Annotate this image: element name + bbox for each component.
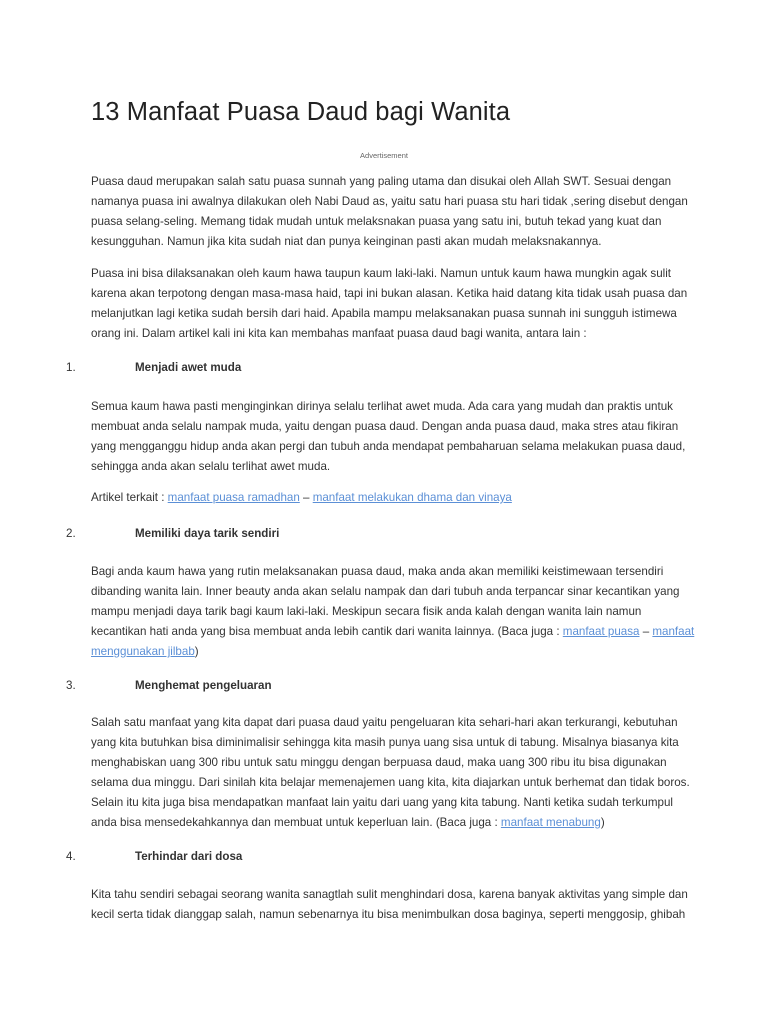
link-manfaat-puasa-ramadhan[interactable]: manfaat puasa ramadhan [167, 491, 300, 504]
list-number: 3. [66, 679, 76, 692]
link-separator: – [639, 625, 653, 638]
closing-paren: ) [600, 816, 605, 829]
text-line-with-links [91, 813, 690, 833]
list-item-heading-2 [0, 524, 768, 544]
link-manfaat-jilbab[interactable]: manfaat [652, 625, 695, 638]
text-line: yang mengganggu hidup anda akan pergi dan tubuh anda mendapat pembaharuan selama melakukan puasa daud, [91, 440, 686, 453]
list-item-heading-1 [0, 358, 768, 378]
text-line: Salah satu manfaat yang kita dapat dari puasa daud yaitu pengeluaran kita sehari-hari akan terkurangi, kebutuhan [91, 716, 678, 729]
text-line-with-links [91, 622, 694, 642]
list-number: 2. [66, 527, 76, 540]
text-line: orang ini. Dalam artikel kali ini kita kan membahas manfaat puasa daud bagi wanita, antara lain : [91, 327, 587, 340]
list-number: 4. [66, 850, 76, 863]
text-fragment: kecantikan hati anda yang bisa membuat anda lebih cantik dari wanita lainnya. (Baca juga : [91, 625, 563, 638]
list-item-title: Memiliki daya tarik sendiri [135, 527, 280, 540]
text-line: Kita tahu sendiri sebagai seorang wanita sanagtlah sulit menghindari dosa, karena banyak aktivitas yang simple dan [91, 888, 688, 901]
intro-paragraph-2 [91, 264, 687, 344]
link-separator: – [299, 491, 313, 504]
link-manfaat-dhama-vinaya[interactable]: manfaat melakukan dhama dan vinaya [312, 491, 512, 504]
item-4-body [91, 885, 688, 925]
list-item-title: Menjadi awet muda [135, 361, 242, 374]
text-line-with-links [91, 642, 694, 662]
advertisement-label: Advertisement [360, 151, 408, 160]
text-line: Bagi anda kaum hawa yang rutin melaksanakan puasa daud, maka anda akan memiliki keistimewaan tersendiri [91, 565, 664, 578]
item-1-body [91, 397, 685, 477]
article-title: 13 Manfaat Puasa Daud bagi Wanita [91, 98, 511, 126]
text-line: selama dua minggu. Dari sinilah kita belajar memenajemen uang kita, kita diajarkan untuk berhemat dan tidak boros. [91, 776, 690, 789]
text-line: puasa selang-seling. Memang tidak mudah untuk melaksnakan puasa yang satu ini, butuh tekad yang kuat dan [91, 215, 662, 228]
text-line: kecil serta tidak dianggap salah, namun sebenarnya itu bisa menimbulkan dosa baginya, seperti menggosip, ghibah [91, 908, 686, 921]
list-item-heading-3 [0, 676, 768, 696]
text-line: yang kita butuhkan bisa diminimalisir sehingga kita masih punya uang sisa untuk di tabung. Misalnya biasanya kita [91, 736, 679, 749]
text-line: Puasa daud merupakan salah satu puasa sunnah yang paling utama dan disukai oleh Allah SWT. Sesuai dengan [91, 175, 672, 188]
list-item-title: Menghemat pengeluaran [135, 679, 272, 692]
text-line: melanjutkan lagi ketika sudah bersih dari haid. Apabila mampu melaksanakan puasa sunnah ini sungguh istimewa [91, 307, 677, 320]
item-2-body [91, 562, 694, 662]
link-manfaat-menabung[interactable]: manfaat menabung [500, 816, 601, 829]
link-manfaat-jilbab-cont[interactable]: menggunakan jilbab [91, 645, 195, 658]
link-manfaat-puasa[interactable]: manfaat puasa [562, 625, 640, 638]
text-line: Semua kaum hawa pasti menginginkan dirinya selalu terlihat awet muda. Ada cara yang mudah dan praktis untuk [91, 400, 673, 413]
text-line: dibanding wanita lain. Inner beauty anda akan selalu nampak dan dari tubuh anda terpancar sinar kecantikan yang [91, 585, 680, 598]
closing-paren: ) [194, 645, 199, 658]
related-articles [91, 488, 512, 508]
list-item-title: Terhindar dari dosa [135, 850, 243, 863]
text-line: mampu menjadi daya tarik bagi kaum laki-laki. Meskipun secara fisik anda kalah dengan wanita lain namun [91, 605, 642, 618]
text-line: menghabiskan uang 300 ribu untuk satu minggu dengan berpuasa daud, maka uang 300 ribu itu bisa digunakan [91, 756, 667, 769]
text-line: karena akan terpotong dengan masa-masa haid, tapi ini bukan alasan. Ketika haid datang kita tidak usah puasa dan [91, 287, 688, 300]
intro-paragraph [91, 172, 688, 252]
text-line: kesungguhan. Namun jika kita sudah niat dan punya keinginan pasti akan mudah melaksnakannya. [91, 235, 602, 248]
text-line: Selain itu kita juga bisa mendapatkan manfaat lain yaitu dari uang yang kita tabung. Nanti ketika sudah terkumpul [91, 796, 673, 809]
item-3-body [91, 713, 690, 833]
text-line: membuat anda selalu nampak muda, yaitu dengan puasa daud. Dengan anda puasa daud, maka stres atau fikiran [91, 420, 679, 433]
related-prefix: Artikel terkait : [91, 491, 168, 504]
text-line: Puasa ini bisa dilaksanakan oleh kaum hawa taupun kaum laki-laki. Namun untuk kaum hawa mungkin agak sulit [91, 267, 672, 280]
text-line: namanya puasa ini awalnya dilakukan oleh Nabi Daud as, yaitu satu hari puasa stu hari tidak ,sering disebut dengan [91, 195, 688, 208]
list-number: 1. [66, 361, 76, 374]
list-item-heading-4 [0, 847, 768, 867]
text-line: sehingga anda akan selalu terlihat awet muda. [91, 460, 331, 473]
text-fragment: anda bisa mensedekahkannya dan membuat untuk keperluan lain. (Baca juga : [91, 816, 501, 829]
